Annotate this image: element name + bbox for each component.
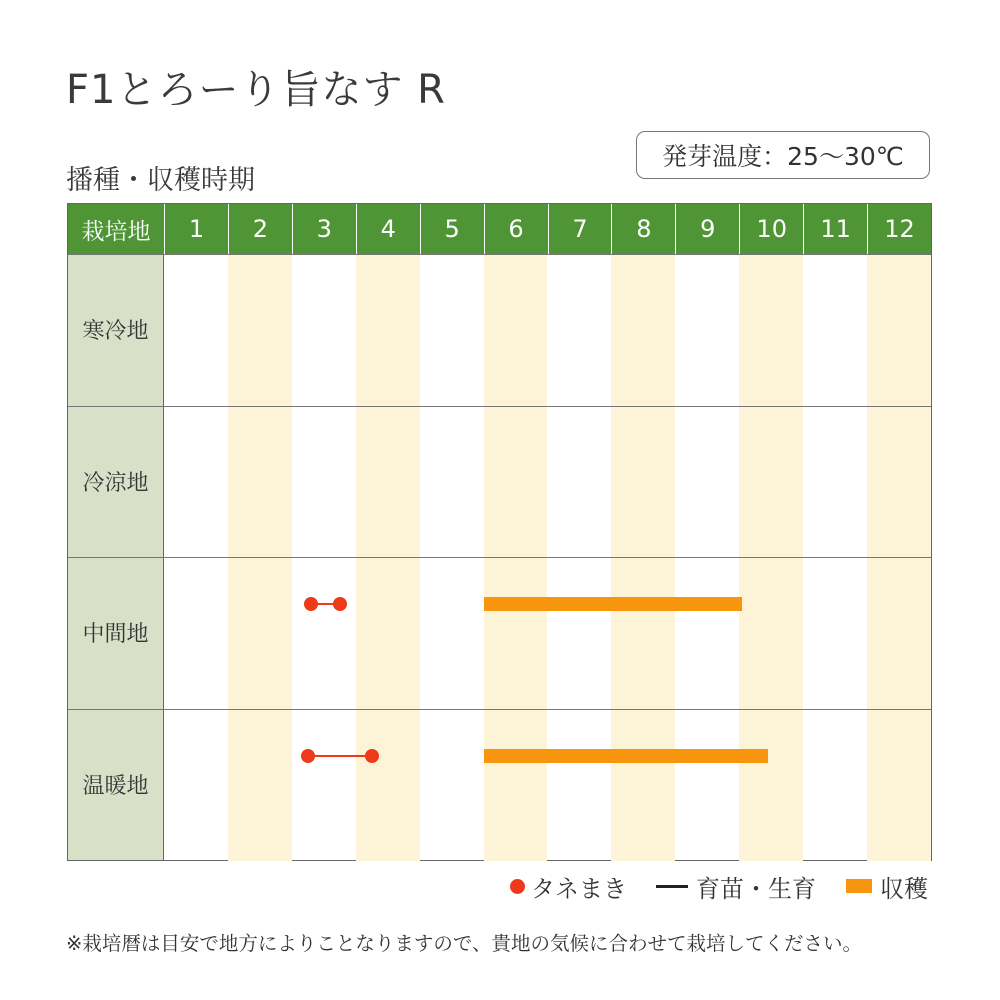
legend-growing-label: 育苗・生育 [696, 874, 816, 903]
month-header-3: 3 [292, 204, 356, 254]
legend-sowing [510, 866, 627, 906]
legend-harvest-label: 収穫 [880, 874, 928, 903]
sowing-dot-2-1 [333, 597, 347, 611]
row-divider [68, 557, 931, 558]
row-divider [68, 254, 931, 255]
month-header-row [68, 204, 931, 254]
region-label-0: 寒冷地 [68, 254, 164, 406]
region-label-2: 中間地 [68, 557, 164, 709]
row-divider [68, 406, 931, 407]
legend-sowing-label: タネまき [531, 874, 627, 903]
month-header-11: 11 [803, 204, 867, 254]
germination-temperature-badge [636, 131, 930, 179]
month-header-12: 12 [867, 204, 931, 254]
month-header-9: 9 [675, 204, 739, 254]
growing-line-icon [656, 885, 688, 888]
footnote: ※栽培暦は目安で地方によりことなりますので、貴地の気候に合わせて栽培してください。 [66, 932, 862, 955]
harvest-bar-icon [846, 879, 872, 893]
month-header-6: 6 [484, 204, 548, 254]
region-label-1: 冷涼地 [68, 406, 164, 558]
sowing-line-3 [308, 755, 372, 757]
region-label-3: 温暖地 [68, 709, 164, 861]
month-header-7: 7 [548, 204, 612, 254]
legend-harvest [846, 866, 928, 906]
sowing-dot-icon [510, 879, 525, 894]
sowing-dot-3-0 [301, 749, 315, 763]
month-header-5: 5 [420, 204, 484, 254]
germination-temperature-text: 発芽温度：25～30℃ [662, 142, 904, 171]
sowing-dot-2-0 [304, 597, 318, 611]
month-header-2: 2 [228, 204, 292, 254]
sowing-dot-3-1 [365, 749, 379, 763]
page-title: F1とろーり旨なす R [66, 67, 446, 113]
legend [0, 866, 1000, 906]
month-header-8: 8 [611, 204, 675, 254]
harvest-bar-3 [484, 749, 768, 763]
harvest-bar-2 [484, 597, 743, 611]
month-header-4: 4 [356, 204, 420, 254]
legend-growing [656, 866, 816, 906]
month-header-1: 1 [164, 204, 228, 254]
corner-label: 栽培地 [81, 218, 151, 245]
row-divider [68, 709, 931, 710]
month-header-10: 10 [739, 204, 803, 254]
section-subtitle: 播種・収穫時期 [66, 165, 255, 196]
cultivation-calendar [67, 203, 932, 861]
